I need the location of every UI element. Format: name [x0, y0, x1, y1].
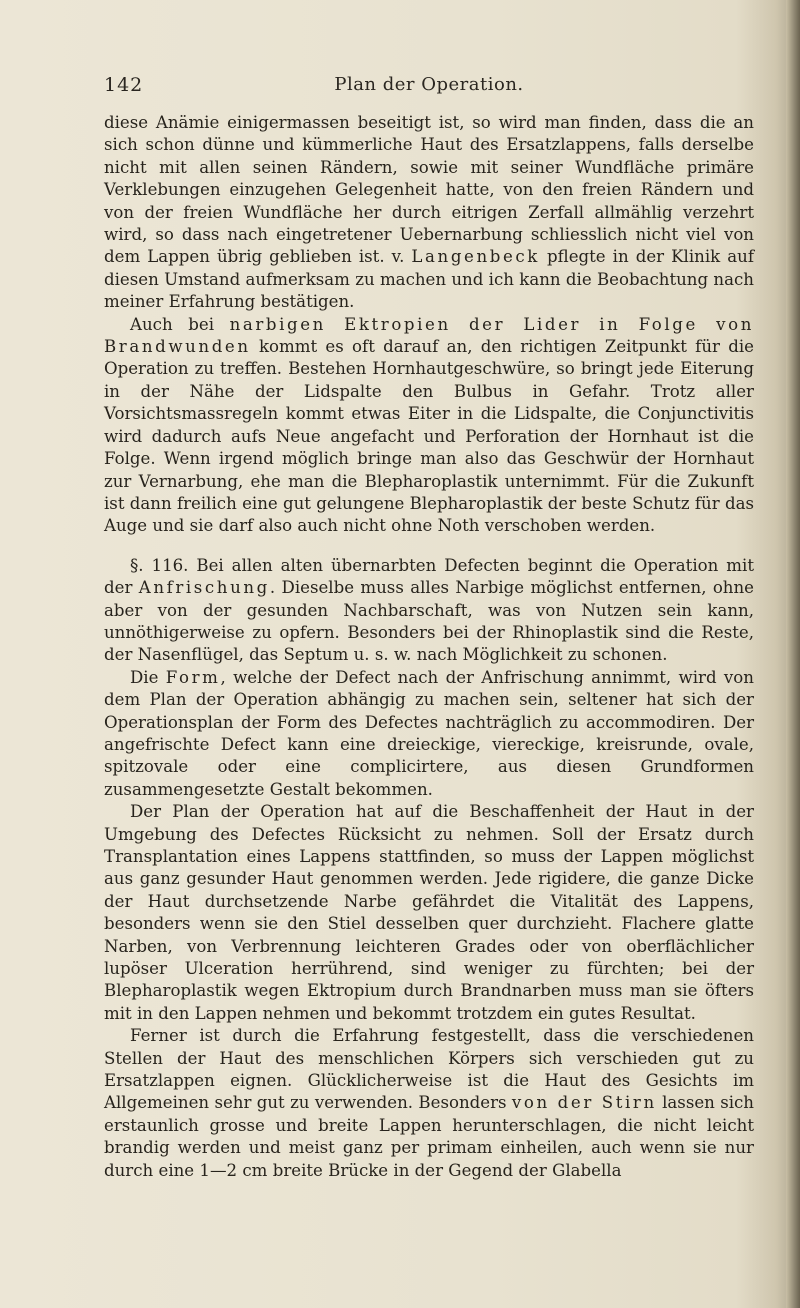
emphasized-text: Anfrischung: [138, 578, 270, 598]
paragraph-text: Der Plan der Operation hat auf die Beschaffenheit der Haut in der Umgebung des Defectes Rücksicht zu nehmen. Soll der Ersatz durch Transplantation eines Lappens stattfinden, so muss der Lappen möglichst aus ganz gesunder Haut genommen werden. Jede rigidere, die ganze Dicke der Haut durchsetzende Narbe gefährdet die Vitalität des Lappens, besonders wenn sie den Stiel desselben quer durchzieht. Flachere glatte Narben, von Verbrennung leichteren Grades oder von oberflächlicher lupöser Ulceration herrührend, sind weniger zu fürchten; bei der Blepharoplastik wegen Ektropium durch Brandnarben muss man sie öfters mit in den Lappen nehmen und bekommt trotzdem ein gutes Resultat.: [104, 802, 754, 1023]
emphasized-text: Langenbeck: [411, 247, 540, 267]
page-header: [104, 74, 754, 102]
emphasized-text: von der Stirn: [511, 1093, 657, 1113]
paragraph-text: diese Anämie einigermassen beseitigt ist, so wird man finden, dass die an sich schon dünne und kümmerliche Haut des Ersatzlappens, falls derselbe nicht mit allen seinen Rändern, sowie mit seiner Wundfläche primäre Verklebungen einzugehen Gelegenheit hatte, von den freien Rändern und von der freien Wundfläche her durch eitrigen Zerfall allmählig verzehrt wird, so dass nach eingetretener Uebernarbung schliesslich nicht viel von dem Lappen übrig geblieben ist. v.: [104, 113, 754, 267]
running-title: Plan der Operation.: [334, 74, 524, 95]
paragraph: [104, 1025, 754, 1182]
paragraph-text: , welche der Defect nach der Anfrischung annimmt, wird von dem Plan der Operation abhängig zu machen sein, seltener hat sich der Operationsplan der Form des Defectes nachträglich zu accommodiren. Der angefrischte Defect kann eine dreieckige, viereckige, kreisrunde, ovale, spitzovale oder eine complicirtere, aus diesen Grundformen zusammengesetzte Gestalt bekommen.: [104, 667, 754, 799]
page-number: 142: [104, 74, 144, 96]
emphasized-text: narbigen Ektropien der Lider in Folge von Brandwunden: [104, 314, 754, 357]
paragraph-text: . Dieselbe muss alles Narbige möglichst entfernen, ohne aber von der gesunden Nachbarschaft, was von Nutzen sein kann, unnöthigerweise zu opfern. Besonders bei der Rhinoplastik sind die Reste, der Nasenflügel, das Septum u. s. w. nach Möglichkeit zu schonen.: [104, 578, 754, 665]
page-edge-shadow: [786, 0, 800, 1308]
paragraph: [104, 314, 754, 538]
body-text: [104, 112, 754, 1182]
paragraph-text: Auch bei: [130, 314, 230, 334]
paragraph: [104, 801, 754, 1025]
paragraph-text: lassen sich erstaunlich grosse und breite Lappen herunterschlagen, die nicht leicht brandig werden und meist ganz per primam einheilen, auch wenn sie nur durch eine 1—2 cm breite Brücke in der Gegend der Glabella: [104, 1093, 754, 1180]
paragraph: [104, 667, 754, 801]
paragraph-text: pflegte in der Klinik auf diesen Umstand aufmerksam zu machen und ich kann die Beobachtung nach meiner Erfahrung bestätigen.: [104, 247, 754, 312]
paragraph-text: Die: [130, 667, 166, 687]
paragraph-text: Ferner ist durch die Erfahrung festgestellt, dass die verschiedenen Stellen der Haut des menschlichen Körpers sich verschieden gut zu Ersatzlappen eignen. Glücklicherweise ist die Haut des Gesichts im Allgemeinen sehr gut zu verwenden. Besonders: [104, 1026, 754, 1113]
paragraph: [104, 555, 754, 667]
paragraph: [104, 112, 754, 314]
emphasized-text: Form: [165, 667, 221, 687]
paragraph-text: kommt es oft darauf an, den richtigen Zeitpunkt für die Operation zu treffen. Bestehen Hornhautgeschwüre, so bringt jede Eiterung in der Nähe der Lidspalte den Bulbus in Gefahr. Trotz aller Vorsichtsmassregeln kommt etwas Eiter in die Lidspalte, die Conjunctivitis wird dadurch aufs Neue angefacht und Perforation der Hornhaut ist die Folge. Wenn irgend möglich bringe man also das Geschwür der Hornhaut zur Vernarbung, ehe man die Blepharoplastik unternimmt. Für die Zukunft ist dann freilich eine gut gelungene Blepharoplastik der beste Schutz für das Auge und sie darf also auch nicht ohne Noth verschoben werden.: [104, 337, 754, 536]
paragraph-text: §. 116. Bei allen alten übernarbten Defecten beginnt die Operation mit der: [104, 555, 754, 598]
